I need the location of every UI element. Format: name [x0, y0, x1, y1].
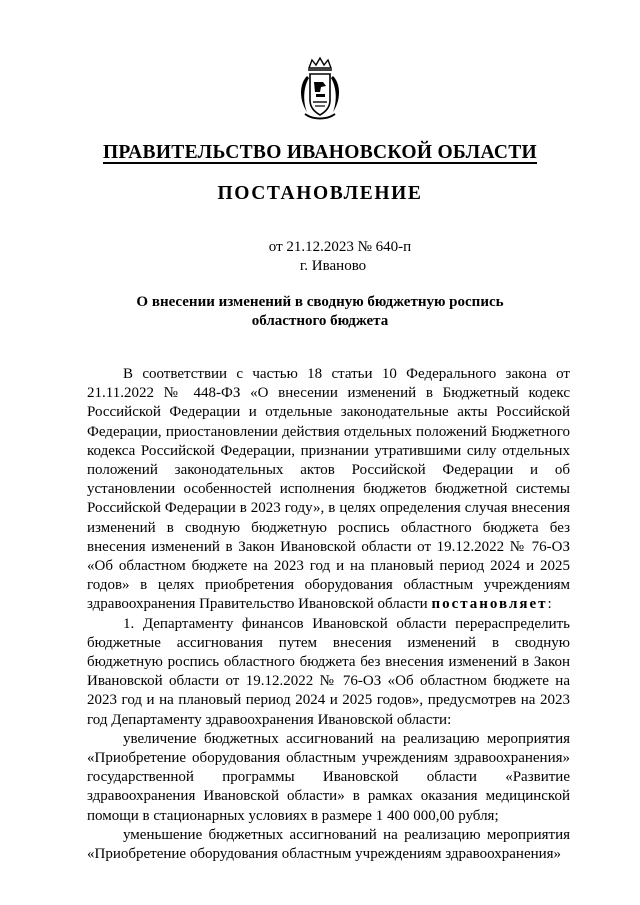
- document-type: ПОСТАНОВЛЕНИЕ: [217, 183, 423, 204]
- decree-colon: :: [547, 596, 552, 613]
- document-title: [120, 293, 520, 331]
- coat-of-arms-icon: [297, 56, 343, 124]
- decree-word: постановляет: [431, 596, 548, 613]
- document-meta: [0, 238, 640, 276]
- organization-name-text: ПРАВИТЕЛЬСТВО ИВАНОВСКОЙ ОБЛАСТИ: [102, 142, 538, 163]
- organization-name: [0, 142, 640, 164]
- preamble-text: В соответствии с частью 18 статьи 10 Федерального закона от 21.11.2022 № 448-ФЗ «О внесении изменений в Бюджетный кодекс Российской Федерации и отдельные законодательные акты Российской Федерации, приостановлении действия отдельных положений Бюджетного кодекса Российской Федерации, признании утратившими силу отдельных положений законодательных актов Российской Федерации и об установлении особенностей исполнения бюджетов бюджетной системы Российской Федерации в 2023 году», в целях определения случая внесения изменений в сводную бюджетную роспись областного бюджета без внесения изменений в Закон Ивановской области от 19.12.2022 № 76-ОЗ «Об областном бюджете на 2023 год и на плановый период 2024 и 2025 годов» в целях приобретения оборудования областным учреждениям здравоохранения Правительство Ивановской области: [87, 366, 570, 613]
- increase-paragraph: увеличение бюджетных ассигнований на реализацию мероприятия «Приобретение оборудования областным учреждениям здравоохранения» государственной программы Ивановской области «Развитие здравоохранения Ивановской области» в рамках оказания медицинской помощи в стационарных условиях в размере 1 400 000,00 рубля;: [87, 730, 570, 824]
- document-city: г. Иваново: [299, 258, 367, 274]
- item-1-paragraph: 1. Департаменту финансов Ивановской области перераспределить бюджетные ассигнования путем внесения изменений в сводную бюджетную роспись областного бюджета без внесения изменений в Закон Ивановской области от 19.12.2022 № 76-ОЗ «Об областном бюджете на 2023 год и на плановый период 2024 и 2025 годов», предусмотрев на 2023 год Департаменту здравоохранения Ивановской области:: [87, 615, 570, 728]
- document-date-number: от 21.12.2023 № 640-п: [268, 239, 412, 255]
- title-line-1: О внесении изменений в сводную бюджетную роспись: [136, 294, 504, 310]
- title-line-2: областного бюджета: [251, 313, 389, 329]
- preamble-paragraph: [87, 365, 570, 615]
- document-body: [87, 365, 570, 864]
- decrease-paragraph: уменьшение бюджетных ассигнований на реализацию мероприятия «Приобретение оборудования областным учреждениям здравоохранения»: [87, 826, 570, 863]
